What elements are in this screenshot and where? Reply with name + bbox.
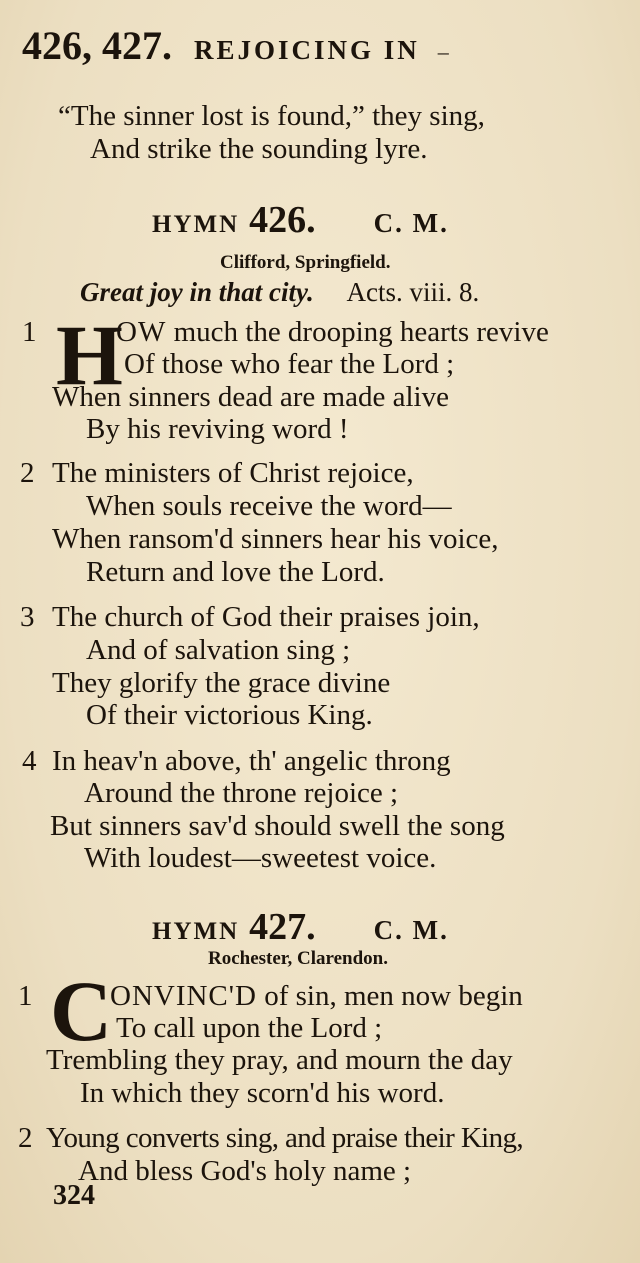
verse-number: 4 [22,745,37,777]
verse-line: By his reviving word ! [86,413,349,445]
verse-line [110,980,523,1012]
verse-number: 2 [20,457,35,489]
verse-line: And of salvation sing ; [86,634,351,666]
verse-number: 1 [18,980,33,1012]
verse-line: With loudest—sweetest voice. [84,842,437,874]
first-word-caps: ONVINC'D [110,980,257,1012]
verse-line [116,316,549,348]
verse-line: Trembling they pray, and mourn the day [46,1044,513,1076]
verse-number: 1 [22,316,37,348]
verse-number: 3 [20,601,35,633]
verse-line: Return and love the Lord. [86,556,385,588]
scripture-ref: Acts. viii. 8. [346,277,480,307]
first-line-rest: much the drooping hearts revive [166,316,549,348]
hymn-number: 426. [249,199,316,241]
verse-line: The church of God their praises join, [52,601,480,633]
verse-line: When sinners dead are made alive [52,381,449,413]
hymn-label: HYMN [152,211,240,238]
verse-line: When souls receive the word— [86,490,452,522]
verse-line: And bless God's holy name ; [78,1155,412,1187]
section-title: REJOICING IN [194,35,420,65]
verse-line: They glorify the grace divine [52,667,391,699]
verse-line: And strike the sounding lyre. [90,133,428,165]
verse-line: Of their victorious King. [86,699,373,731]
hymn-label: HYMN [152,918,240,945]
drop-cap: C [50,963,113,1059]
verse-line: In heav'n above, th' angelic throng [52,745,451,777]
verse-line: In which they scorn'd his word. [80,1077,445,1109]
verse-line: Around the throne rejoice ; [84,777,399,809]
header-dash: – [437,39,449,64]
theme-text: Great joy in that city. [80,277,314,307]
first-word-caps: OW [116,316,167,348]
verse-line: Of those who fear the Lord ; [124,348,455,380]
verse-line: When ransom'd sinners hear his voice, [52,523,499,555]
verse-line: To call upon the Lord ; [116,1012,383,1044]
hymn-heading [152,198,449,242]
verse-line: “The sinner lost is found,” they sing, [58,100,485,132]
hymn-meter: C. M. [373,208,449,238]
hymn-range: 426, 427. [22,23,172,68]
verse-line: But sinners sav'd should swell the song [50,810,505,842]
hymn-number: 427. [249,906,316,948]
verse-number: 2 [18,1122,33,1154]
page-number: 324 [53,1180,95,1211]
hymn-meter: C. M. [373,915,449,945]
first-line-rest: of sin, men now begin [256,980,523,1012]
hymn-theme [80,277,479,308]
running-header [22,22,449,69]
hymn-heading [152,905,449,949]
tune-names: Clifford, Springfield. [220,252,391,273]
drop-cap: H [56,307,123,403]
tune-names: Rochester, Clarendon. [208,948,388,969]
verse-line: Young converts sing, and praise their King, [46,1122,524,1154]
verse-line: The ministers of Christ rejoice, [52,457,414,489]
